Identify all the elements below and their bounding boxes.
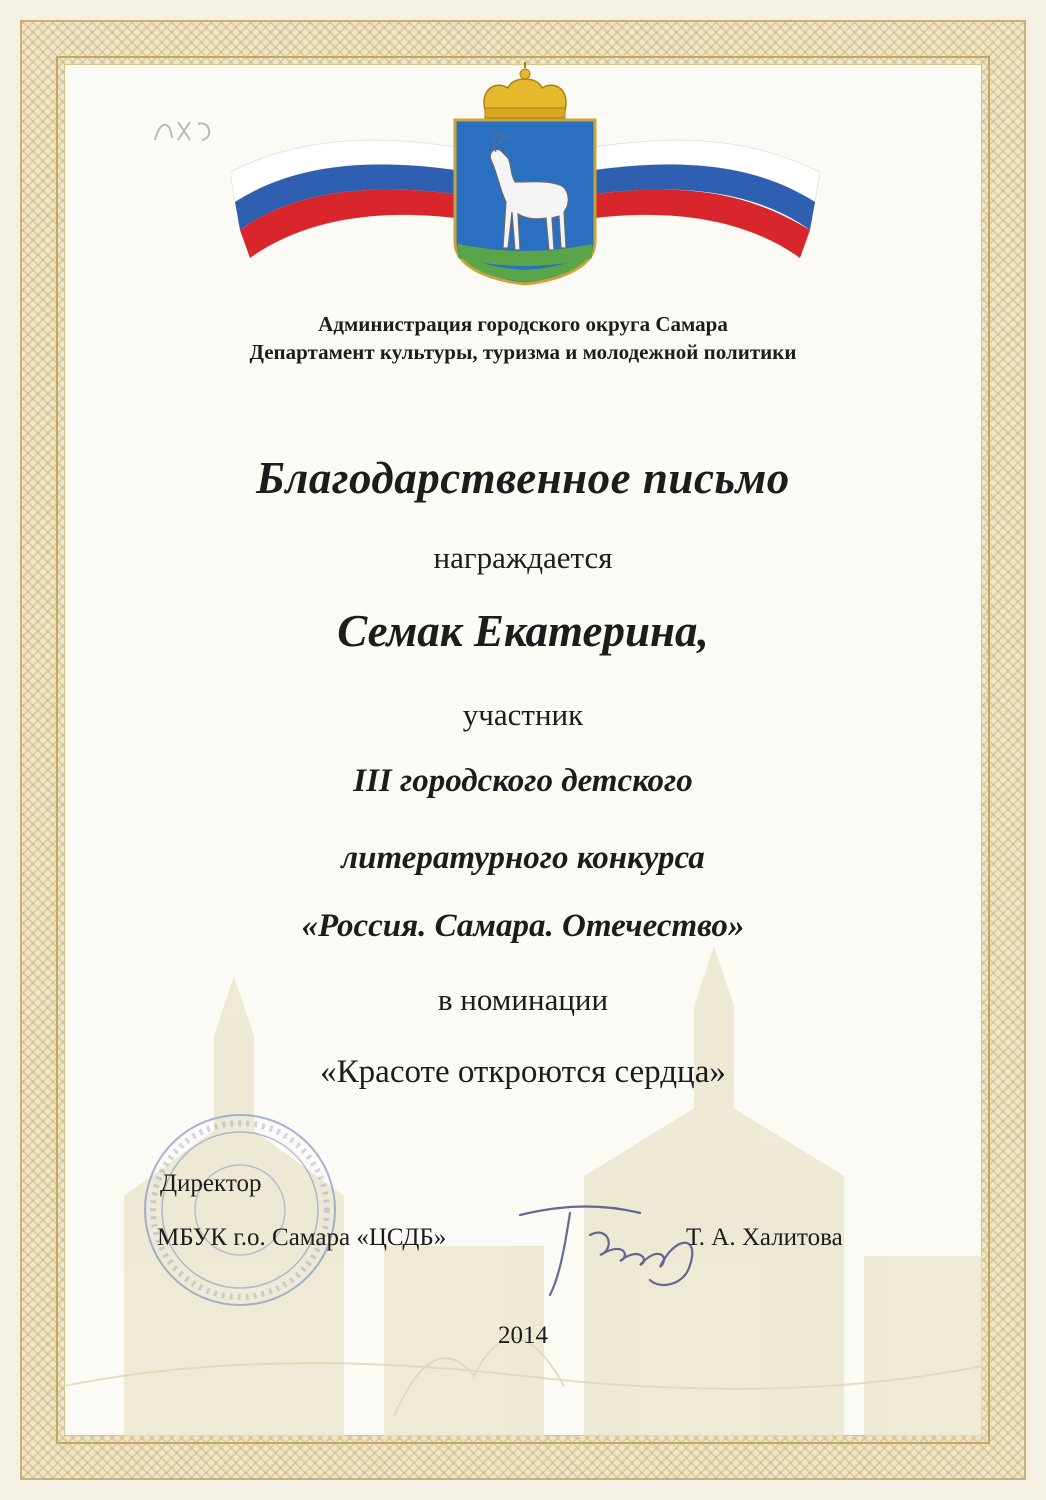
issuer-line-2: Департамент культуры, туризма и молодежной политики: [249, 340, 797, 364]
signatory-name: Т. А. Халитова: [686, 1224, 843, 1251]
awarded-text: награждается: [433, 540, 613, 575]
nomination-label: в номинации: [437, 982, 609, 1017]
contest-line-2: литературного конкурса: [341, 840, 705, 876]
handwritten-signature: [500, 1195, 710, 1305]
signatory-position: Директор: [160, 1170, 262, 1197]
official-stamp: [140, 1110, 340, 1310]
pencil-mark: [150, 110, 240, 150]
contest-name: «Россия. Самара. Отечество»: [301, 908, 745, 944]
document-title: Благодарственное письмо: [256, 453, 790, 503]
russian-flag-left-icon: [230, 140, 455, 258]
issuer-line-1: Администрация городского округа Самара: [318, 312, 728, 336]
recipient-name: Семак Екатерина,: [337, 606, 709, 656]
contest-line-1: III городского детского: [353, 763, 693, 799]
document-year: 2014: [498, 1322, 548, 1349]
signatory-organization: МБУК г.о. Самара «ЦСДБ»: [157, 1224, 447, 1251]
nomination-name: «Красоте откроются сердца»: [320, 1054, 726, 1090]
crown-icon: [484, 62, 566, 118]
role-text: участник: [462, 697, 584, 732]
russian-flag-right-icon: [595, 140, 820, 258]
samara-coat-of-arms-with-flag: [230, 62, 820, 292]
